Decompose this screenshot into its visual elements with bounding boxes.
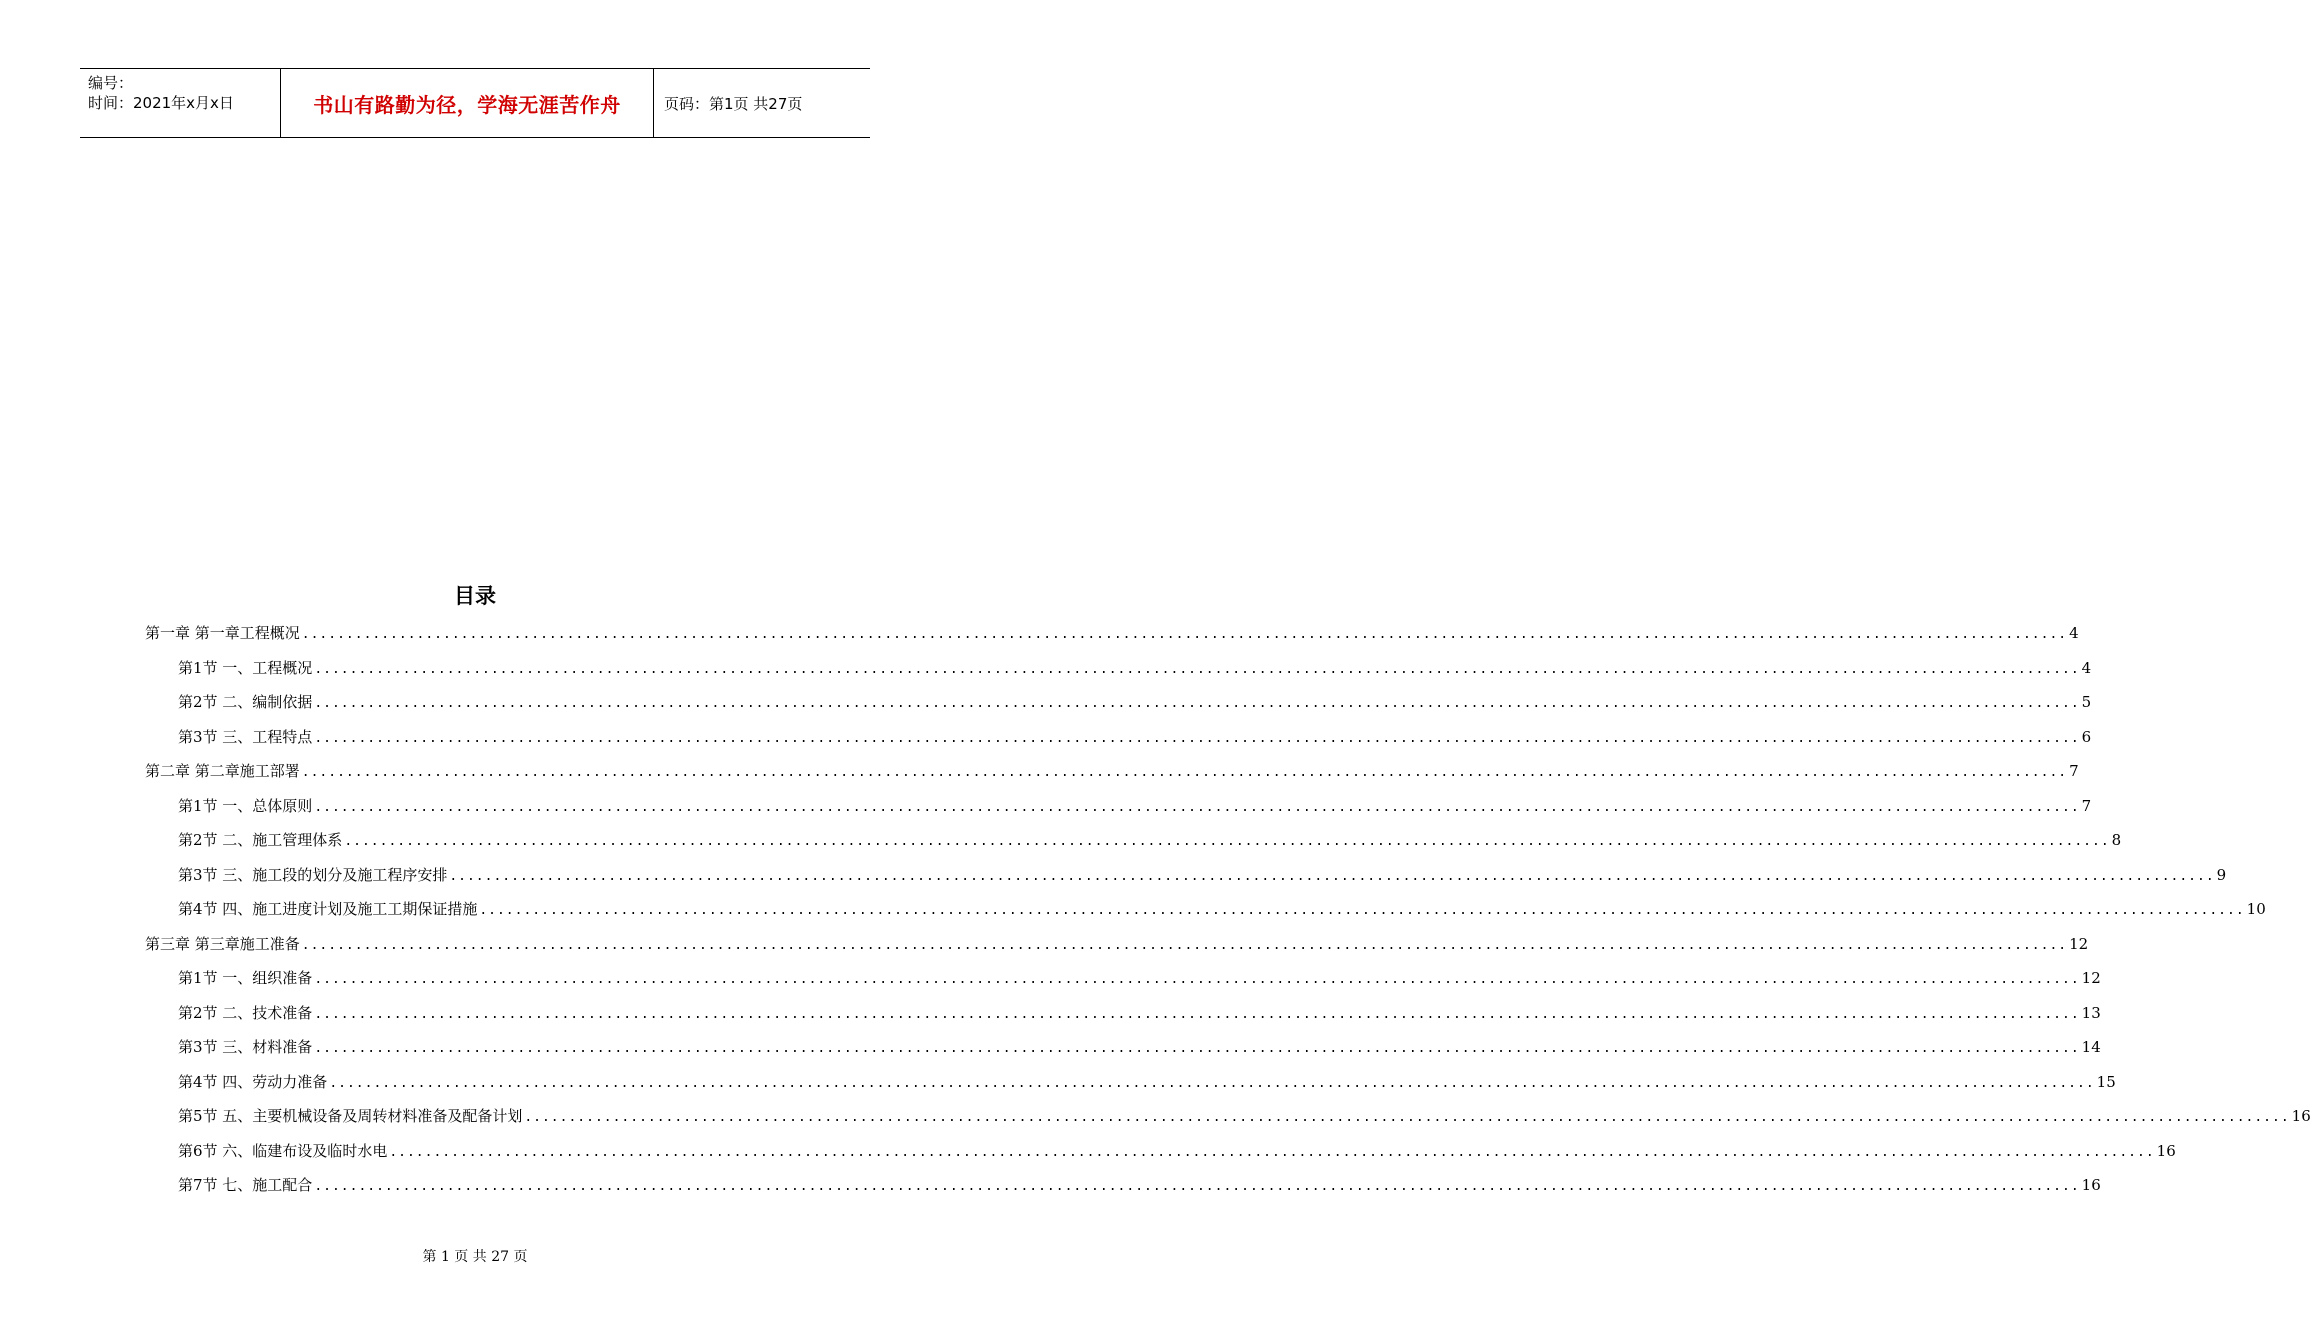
toc-dot-leader: ........................................................................................................................................................................................................: [329, 1075, 2095, 1091]
table-of-contents: [145, 620, 2311, 1207]
toc-entry-page: 7: [2069, 762, 2079, 780]
toc-entry[interactable]: [145, 896, 2266, 931]
toc-entry[interactable]: [145, 1103, 2311, 1138]
toc-dot-leader: ........................................................................................................................................................................................................: [314, 799, 2080, 815]
toc-entry-page: 14: [2081, 1038, 2101, 1056]
toc-entry-label: 第2节 二、施工管理体系: [178, 831, 343, 849]
toc-entry-page: 16: [2156, 1141, 2176, 1160]
toc-dot-leader: ........................................................................................................................................................................................................: [301, 627, 2068, 642]
toc-entry-page: 16: [2081, 1176, 2101, 1194]
toc-entry[interactable]: [145, 793, 2092, 828]
toc-entry-page: 4: [2069, 624, 2079, 642]
toc-entry-label: 第三章 第三章施工准备: [145, 934, 300, 953]
toc-entry[interactable]: [145, 1172, 2101, 1207]
toc-entry[interactable]: [145, 1034, 2101, 1069]
toc-entry-page: 12: [2069, 934, 2089, 953]
toc-entry[interactable]: [145, 1138, 2176, 1173]
toc-entry-label: 第1节 一、工程概况: [178, 658, 313, 677]
toc-entry-label: 第5节 五、主要机械设备及周转材料准备及配备计划: [178, 1107, 523, 1125]
toc-entry-label: 第2节 二、技术准备: [178, 1003, 313, 1022]
header-page-info: 页码：第1页 共27页: [664, 94, 803, 113]
toc-entry-page: 15: [2096, 1072, 2116, 1091]
toc-entry-page: 9: [2216, 865, 2227, 884]
toc-entry-page: 12: [2081, 969, 2101, 987]
toc-entry-label: 第2节 二、编制依据: [178, 693, 313, 711]
toc-dot-leader: ........................................................................................................................................................................................................: [314, 661, 2080, 677]
toc-dot-leader: ........................................................................................................................................................................................................: [314, 1179, 2080, 1194]
toc-dot-leader: ........................................................................................................................................................................................................: [389, 1144, 2155, 1160]
toc-entry-page: 10: [2246, 900, 2266, 918]
toc-entry-label: 第7节 七、施工配合: [178, 1176, 313, 1194]
toc-entry[interactable]: [145, 758, 2079, 793]
toc-entry-label: 第二章 第二章施工部署: [145, 762, 300, 780]
page-footer: 第 1 页 共 27 页: [422, 1249, 528, 1265]
toc-entry[interactable]: [145, 827, 2122, 862]
toc-entry-label: 第6节 六、临建布设及临时水电: [178, 1141, 388, 1160]
toc-entry-page: 4: [2081, 658, 2092, 677]
toc-entry[interactable]: [145, 862, 2227, 897]
toc-entry-label: 第3节 三、材料准备: [178, 1038, 313, 1056]
toc-dot-leader: ........................................................................................................................................................................................................: [301, 937, 2068, 953]
toc-entry[interactable]: [145, 724, 2092, 759]
toc-entry[interactable]: [145, 655, 2092, 690]
toc-entry[interactable]: [145, 1069, 2116, 1104]
toc-entry-page: 8: [2111, 831, 2122, 849]
toc-entry-label: 第4节 四、劳动力准备: [178, 1072, 328, 1091]
toc-entry-page: 13: [2081, 1003, 2101, 1022]
toc-entry-label: 第1节 一、组织准备: [178, 969, 313, 987]
toc-entry-label: 第3节 三、工程特点: [178, 727, 313, 746]
toc-entry-label: 第一章 第一章工程概况: [145, 624, 300, 642]
document-number-label: 编号：: [88, 74, 134, 92]
toc-entry[interactable]: [145, 965, 2101, 1000]
toc-entry-page: 5: [2081, 693, 2092, 711]
header-motto: 书山有路勤为径，学海无涯苦作舟: [281, 69, 654, 137]
document-date: 时间：2021年x月x日: [88, 94, 234, 112]
toc-dot-leader: ........................................................................................................................................................................................................: [449, 868, 2215, 884]
toc-entry[interactable]: [145, 620, 2079, 655]
toc-dot-leader: ........................................................................................................................................................................................................: [301, 765, 2068, 780]
document-header: [80, 68, 870, 138]
toc-entry-page: 6: [2081, 727, 2092, 746]
toc-entry-page: 7: [2081, 796, 2092, 815]
toc-dot-leader: ........................................................................................................................................................................................................: [314, 1006, 2080, 1022]
toc-entry[interactable]: [145, 1000, 2101, 1035]
toc-title: 目录: [454, 584, 496, 608]
toc-dot-leader: ........................................................................................................................................................................................................: [314, 730, 2080, 746]
toc-dot-leader: ........................................................................................................................................................................................................: [479, 903, 2245, 918]
toc-entry-page: 16: [2291, 1107, 2311, 1125]
toc-entry[interactable]: [145, 931, 2089, 966]
toc-entry-label: 第1节 一、总体原则: [178, 796, 313, 815]
toc-entry-label: 第4节 四、施工进度计划及施工工期保证措施: [178, 900, 478, 918]
toc-entry-label: 第3节 三、施工段的划分及施工程序安排: [178, 865, 448, 884]
toc-dot-leader: ........................................................................................................................................................................................................: [524, 1110, 2290, 1125]
header-left-cell: [80, 69, 281, 137]
toc-dot-leader: ........................................................................................................................................................................................................: [314, 1041, 2080, 1056]
toc-dot-leader: ........................................................................................................................................................................................................: [314, 696, 2080, 711]
toc-dot-leader: ........................................................................................................................................................................................................: [344, 834, 2110, 849]
toc-dot-leader: ........................................................................................................................................................................................................: [314, 972, 2080, 987]
toc-entry[interactable]: [145, 689, 2092, 724]
